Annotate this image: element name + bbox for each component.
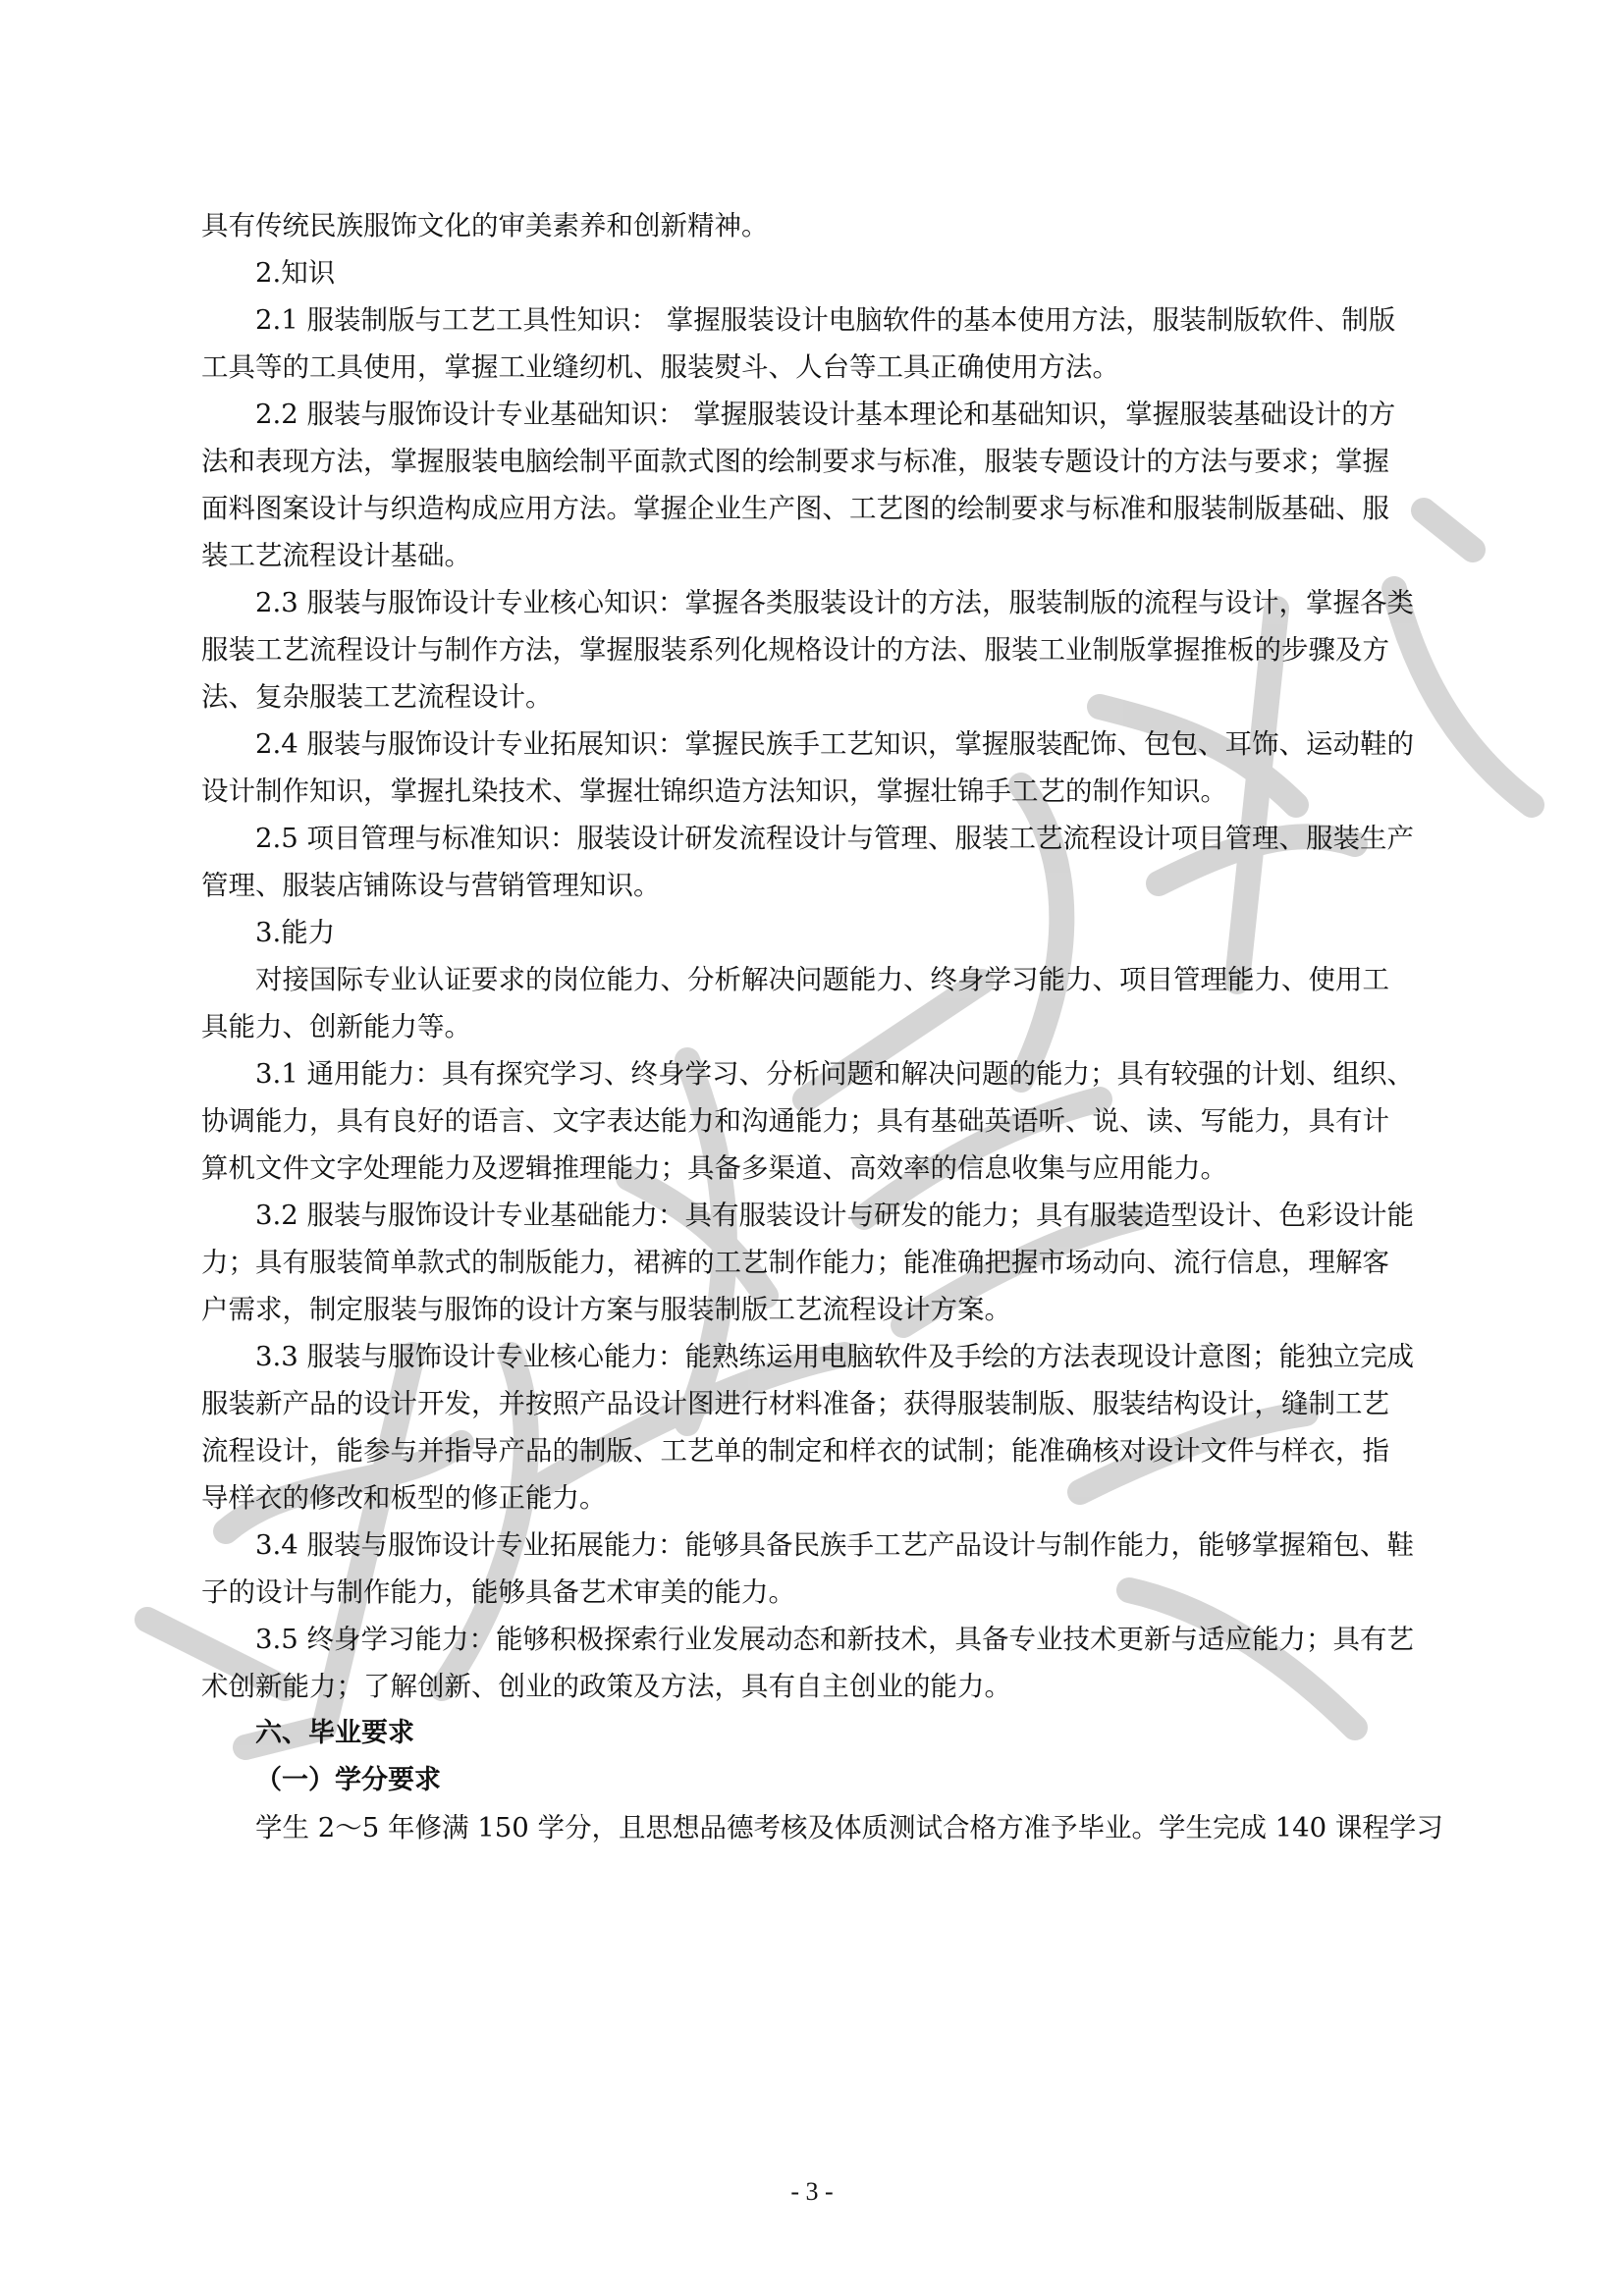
text-line: 学生 2～5 年修满 150 学分，且思想品德考核及体质测试合格方准予毕业。学生完成 140 课程学习 bbox=[255, 1812, 1443, 1843]
text-line: 法和表现方法，掌握服装电脑绘制平面款式图的绘制要求与标准，服装专题设计的方法与要求；掌握 bbox=[201, 446, 1389, 477]
paragraph bbox=[201, 391, 1468, 579]
section-heading: 六、毕业要求 bbox=[255, 1718, 414, 1748]
text-line: 2.3 服装与服饰设计专业核心知识：掌握各类服装设计的方法，服装制版的流程与设计，掌握各类 bbox=[255, 587, 1414, 618]
paragraph bbox=[201, 1192, 1468, 1333]
text-line: 力；具有服装简单款式的制版能力，裙裤的工艺制作能力；能准确把握市场动向、流行信息，理解客 bbox=[201, 1247, 1389, 1278]
text-line: 2.1 服装制版与工艺工具性知识： 掌握服装设计电脑软件的基本使用方法，服装制版软件、制版 bbox=[255, 304, 1396, 336]
text-line: 算机文件文字处理能力及逻辑推理能力；具备多渠道、高效率的信息收集与应用能力。 bbox=[201, 1152, 1227, 1184]
text-line: 户需求，制定服装与服饰的设计方案与服装制版工艺流程设计方案。 bbox=[201, 1294, 1011, 1325]
text-line: 2.2 服装与服饰设计专业基础知识： 掌握服装设计基本理论和基础知识，掌握服装基础设计的方 bbox=[255, 399, 1396, 430]
paragraph bbox=[201, 1522, 1468, 1616]
text-line: 3.3 服装与服饰设计专业核心能力：能熟练运用电脑软件及手绘的方法表现设计意图；能独立完成 bbox=[255, 1341, 1414, 1372]
paragraph bbox=[201, 579, 1468, 721]
text-line: 设计制作知识，掌握扎染技术、掌握壮锦织造方法知识，掌握壮锦手工艺的制作知识。 bbox=[201, 775, 1227, 807]
paragraph bbox=[201, 1333, 1468, 1522]
text-line: 术创新能力；了解创新、创业的政策及方法，具有自主创业的能力。 bbox=[201, 1671, 1011, 1702]
paragraph bbox=[201, 721, 1468, 815]
text-line: 具能力、创新能力等。 bbox=[201, 1011, 471, 1042]
paragraph bbox=[201, 1616, 1468, 1710]
text-line: 协调能力，具有良好的语言、文字表达能力和沟通能力；具有基础英语听、说、读、写能力，具有计 bbox=[201, 1105, 1389, 1137]
text-line: 3.4 服装与服饰设计专业拓展能力：能够具备民族手工艺产品设计与制作能力，能够掌握箱包、鞋 bbox=[255, 1529, 1414, 1561]
text-line: 对接国际专业认证要求的岗位能力、分析解决问题能力、终身学习能力、项目管理能力、使用工 bbox=[255, 964, 1389, 995]
text-line: 导样衣的修改和板型的修正能力。 bbox=[201, 1482, 607, 1514]
document-body bbox=[201, 202, 1468, 1851]
paragraph bbox=[201, 956, 1468, 1050]
paragraph bbox=[201, 1050, 1468, 1192]
text-line: 工具等的工具使用，掌握工业缝纫机、服装熨斗、人台等工具正确使用方法。 bbox=[201, 351, 1119, 383]
subsection-heading: （一）学分要求 bbox=[255, 1765, 441, 1795]
text-line: 装工艺流程设计基础。 bbox=[201, 540, 471, 571]
text-line: 具有传统民族服饰文化的审美素养和创新精神。 bbox=[201, 210, 769, 241]
paragraph bbox=[201, 249, 1468, 296]
text-line: 3.2 服装与服饰设计专业基础能力：具有服装设计与研发的能力；具有服装造型设计、色彩设计能 bbox=[255, 1200, 1414, 1231]
text-line: 3.5 终身学习能力：能够积极探索行业发展动态和新技术，具备专业技术更新与适应能力；具有艺 bbox=[255, 1624, 1414, 1655]
text-line: 流程设计，能参与并指导产品的制版、工艺单的制定和样衣的试制；能准确核对设计文件与样衣，指 bbox=[201, 1435, 1389, 1467]
text-line: 2.4 服装与服饰设计专业拓展知识：掌握民族手工艺知识，掌握服装配饰、包包、耳饰、运动鞋的 bbox=[255, 728, 1414, 760]
text-line: 3.能力 bbox=[255, 917, 336, 948]
paragraph bbox=[201, 909, 1468, 956]
paragraph bbox=[201, 296, 1468, 391]
page-number: - 3 - bbox=[790, 2177, 834, 2206]
text-line: 管理、服装店铺陈设与营销管理知识。 bbox=[201, 870, 661, 901]
paragraph bbox=[201, 815, 1468, 909]
text-line: 2.知识 bbox=[255, 257, 336, 289]
text-line: 2.5 项目管理与标准知识：服装设计研发流程设计与管理、服装工艺流程设计项目管理、服装生产 bbox=[255, 823, 1414, 854]
paragraph bbox=[201, 202, 1468, 249]
text-line: 面料图案设计与织造构成应用方法。掌握企业生产图、工艺图的绘制要求与标准和服装制版基础、服 bbox=[201, 493, 1389, 524]
text-line: 服装新产品的设计开发，并按照产品设计图进行材料准备；获得服装制版、服装结构设计，缝制工艺 bbox=[201, 1388, 1389, 1419]
text-line: 法、复杂服装工艺流程设计。 bbox=[201, 681, 553, 713]
text-line: 3.1 通用能力：具有探究学习、终身学习、分析问题和解决问题的能力；具有较强的计划、组织、 bbox=[255, 1058, 1414, 1090]
text-line: 子的设计与制作能力，能够具备艺术审美的能力。 bbox=[201, 1576, 795, 1608]
text-line: 服装工艺流程设计与制作方法，掌握服装系列化规格设计的方法、服装工业制版掌握推板的步骤及方 bbox=[201, 634, 1389, 666]
